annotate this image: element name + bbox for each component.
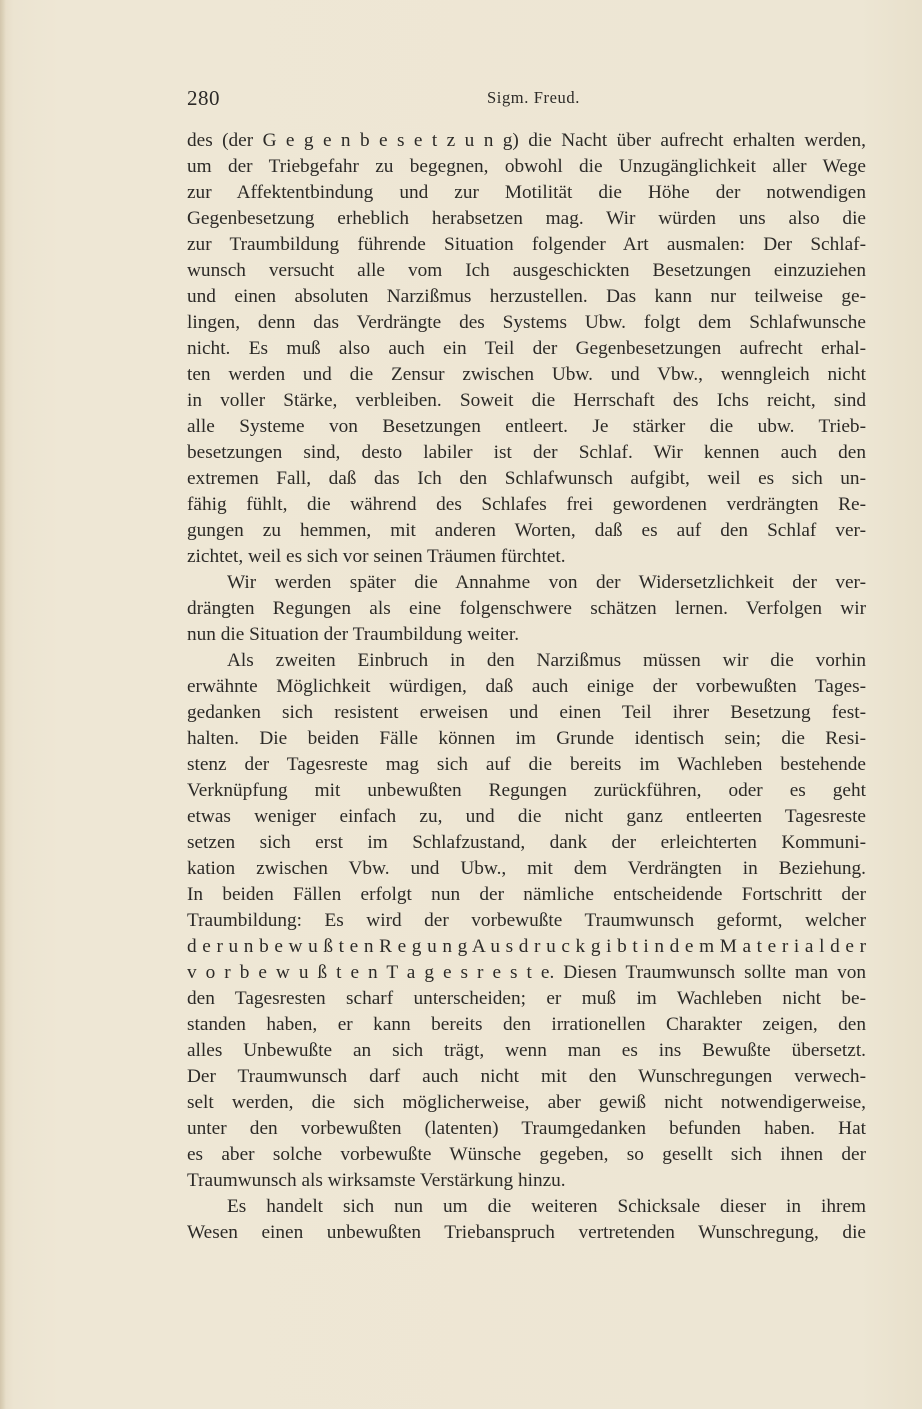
text-line: zur Traumbildung führende Situation folgender Art ausmalen: Der Schlaf- [187,234,866,255]
text-line: ten werden und die Zensur zwischen Ubw. und Vbw., wenngleich nicht [187,364,866,385]
text-line: alles Unbewußte an sich trägt, wenn man es ins Bewußte übersetzt. [187,1040,866,1061]
text-line: Gegenbesetzung erheblich herabsetzen mag. Wir würden uns also die [187,208,866,229]
text-line: etwas weniger einfach zu, und die nicht ganz entleerten Tagesreste [187,806,866,827]
text-line: lingen, denn das Verdrängte des Systems Ubw. folgt dem Schlafwunsche [187,312,866,333]
paragraph-start-line: Es handelt sich nun um die weiteren Schicksale dieser in ihrem [227,1196,866,1217]
text-line: des (der G e g e n b e s e t z u n g) die Nacht über aufrecht erhalten werden, [187,130,866,151]
text-line: alle Systeme von Besetzungen entleert. Je stärker die ubw. Trieb- [187,416,866,437]
text-line: kation zwischen Vbw. und Ubw., mit dem Verdrängten in Beziehung. [187,858,866,879]
paragraph-start-line: Als zweiten Einbruch in den Narzißmus müssen wir die vorhin [227,650,866,671]
text-line: drängten Regungen als eine folgenschwere schätzen lernen. Verfolgen wir [187,598,866,619]
text-line: und einen absoluten Narzißmus herzustellen. Das kann nur teilweise ge- [187,286,866,307]
text-line: um der Triebgefahr zu begegnen, obwohl die Unzugänglichkeit aller Wege [187,156,866,177]
text-line: d e r u n b e w u ß t e n R e g u n g A u s d r u c k g i b t i n d e m M a t e r i a l d e r [187,936,866,957]
page-number: 280 [187,86,220,110]
text-line: es aber solche vorbewußte Wünsche gegeben, so gesellt sich ihnen der [187,1144,866,1165]
text-line: Verknüpfung mit unbewußten Regungen zurückführen, oder es geht [187,780,866,801]
text-line: erwähnte Möglichkeit würdigen, daß auch einige der vorbewußten Tages- [187,676,866,697]
text-line: besetzungen sind, desto labiler ist der Schlaf. Wir kennen auch den [187,442,866,463]
text-line: in voller Stärke, verbleiben. Soweit die Herrschaft des Ichs reicht, sind [187,390,866,411]
text-line: halten. Die beiden Fälle können im Grunde identisch sein; die Resi- [187,728,866,749]
text-line: gedanken sich resistent erweisen und einen Teil ihrer Besetzung fest- [187,702,866,723]
text-line: nicht. Es muß also auch ein Teil der Gegenbesetzungen aufrecht erhal- [187,338,866,359]
body-text [187,128,866,1246]
text-line: unter den vorbewußten (latenten) Traumgedanken befunden haben. Hat [187,1118,866,1139]
text-line: nun die Situation der Traumbildung weiter. [187,624,520,645]
text-line: In beiden Fällen erfolgt nun der nämliche entscheidende Fortschritt der [187,884,866,905]
text-line: v o r b e w u ß t e n T a g e s r e s t e. Diesen Traumwunsch sollte man von [187,962,866,983]
page-edge-shadow [0,0,6,1409]
text-line: gungen zu hemmen, mit anderen Worten, daß es auf den Schlaf ver- [187,520,866,541]
text-line: zichtet, weil es sich vor seinen Träumen fürchtet. [187,546,566,567]
text-line: wunsch versucht alle vom Ich ausgeschickten Besetzungen einzuziehen [187,260,866,281]
text-line: extremen Fall, daß das Ich den Schlafwunsch aufgibt, weil es sich un- [187,468,866,489]
text-line: den Tagesresten scharf unterscheiden; er muß im Wachleben nicht be- [187,988,866,1009]
page-header [187,86,866,116]
text-line: fähig fühlt, die während des Schlafes frei gewordenen verdrängten Re- [187,494,866,515]
text-line: setzen sich erst im Schlafzustand, dank der erleichterten Kommuni- [187,832,866,853]
paragraph-start-line: Wir werden später die Annahme von der Widersetzlichkeit der ver- [227,572,866,593]
text-line: selt werden, die sich möglicherweise, aber gewiß nicht notwendigerweise, [187,1092,866,1113]
running-head: Sigm. Freud. [487,88,580,107]
text-line: Traumbildung: Es wird der vorbewußte Traumwunsch geformt, welcher [187,910,866,931]
text-line: zur Affektentbindung und zur Motilität die Höhe der notwendigen [187,182,866,203]
text-line: Wesen einen unbewußten Triebanspruch vertretenden Wunschregung, die [187,1222,866,1243]
text-line: standen haben, er kann bereits den irrationellen Charakter zeigen, den [187,1014,866,1035]
text-line: Traumwunsch als wirksamste Verstärkung hinzu. [187,1170,566,1191]
text-line: Der Traumwunsch darf auch nicht mit den Wunschregungen verwech- [187,1066,866,1087]
text-line: stenz der Tagesreste mag sich auf die bereits im Wachleben bestehende [187,754,866,775]
